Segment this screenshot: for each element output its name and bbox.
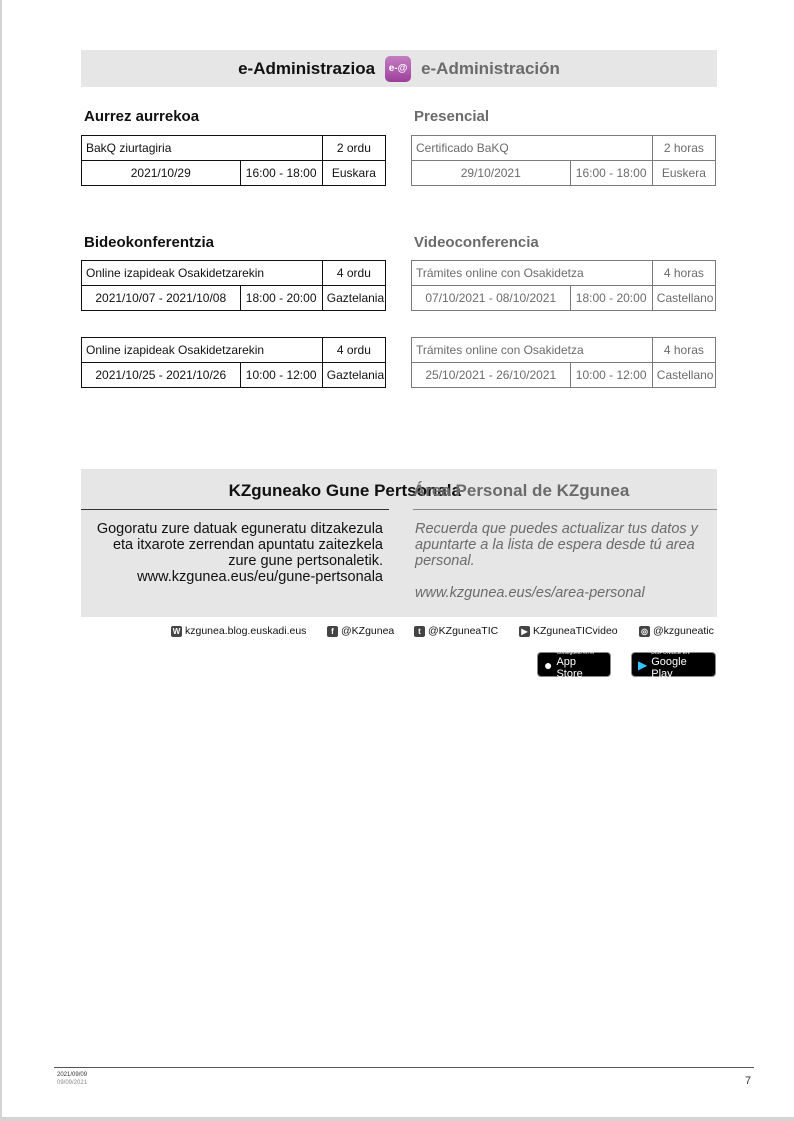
page-number: 7 (745, 1075, 752, 1087)
event-row-details (412, 286, 716, 311)
social-link-twitter[interactable] (414, 625, 498, 637)
event-name: Trámites online con Osakidetza (412, 338, 653, 363)
event-duration: 4 ordu (322, 261, 385, 286)
event-duration: 4 ordu (322, 338, 385, 363)
event-duration: 4 horas (652, 338, 715, 363)
personal-area-text-es: Recuerda que puedes actualizar tus datos y apuntarte a la lista de espera desde tú area personal. (415, 521, 698, 569)
event-table (81, 260, 386, 311)
event-row-details (82, 286, 386, 311)
social-label: @KZguneaTIC (428, 625, 499, 637)
social-label: @kzguneatic (653, 625, 714, 637)
twitter-icon: t (414, 626, 425, 637)
app-store-text (556, 650, 604, 680)
event-language: Castellano (652, 286, 715, 311)
banner-title-es: e-Administración (421, 58, 560, 78)
event-row-details (412, 363, 716, 388)
event-time: 16:00 - 18:00 (240, 161, 322, 186)
event-row-title (412, 338, 716, 363)
google-play-big-label: Google Play (651, 655, 687, 680)
personal-area-title-eu: KZguneako Gune Pertsonala (228, 481, 461, 500)
event-name: Online izapideak Osakidetzarekin (82, 261, 323, 286)
event-row-details (412, 161, 716, 186)
wordpress-icon: W (172, 626, 181, 636)
section-banner (81, 50, 717, 87)
instagram-icon: ◎ (639, 626, 650, 637)
personal-area-link-es[interactable]: www.kzgunea.eus/es/area-personal (415, 585, 645, 601)
event-table (411, 260, 716, 311)
social-label: KZguneaTICvideo (533, 625, 618, 637)
google-play-icon: ▶ (638, 657, 648, 672)
social-label: @KZgunea (341, 625, 395, 637)
event-row-details (82, 363, 386, 388)
event-time: 18:00 - 20:00 (570, 286, 652, 311)
event-row-title (412, 261, 716, 286)
divider (81, 509, 389, 510)
apple-icon: ● (544, 656, 553, 673)
event-dates: 2021/10/25 - 2021/10/26 (82, 363, 241, 388)
event-row-title (82, 338, 386, 363)
event-time: 18:00 - 20:00 (240, 286, 322, 311)
personal-area-link-eu[interactable]: www.kzgunea.eus/eu/gune-pertsonala (137, 569, 383, 585)
footer-divider (54, 1067, 754, 1068)
social-link-facebook[interactable] (327, 625, 394, 637)
app-store-small-label: Consíguelo en el (556, 649, 594, 656)
event-row-title (82, 136, 386, 161)
section-title-presential-eu: Aurrez aurrekoa (84, 108, 200, 125)
facebook-icon: f (327, 626, 338, 637)
event-name: BakQ ziurtagiria (82, 136, 323, 161)
event-row-title (412, 136, 716, 161)
personal-area-body-eu (83, 521, 383, 585)
event-row-title (82, 261, 386, 286)
event-row-details (82, 161, 386, 186)
event-dates: 25/10/2021 - 26/10/2021 (412, 363, 571, 388)
event-time: 16:00 - 18:00 (570, 161, 652, 186)
event-time: 10:00 - 12:00 (570, 363, 652, 388)
event-duration: 2 ordu (322, 136, 385, 161)
event-name: Online izapideak Osakidetzarekin (82, 338, 323, 363)
event-table (81, 337, 386, 388)
event-dates: 29/10/2021 (412, 161, 571, 186)
document-page (2, 0, 794, 1117)
app-store-big-label: App Store (556, 655, 583, 680)
event-dates: 2021/10/29 (82, 161, 241, 186)
event-dates: 07/10/2021 - 08/10/2021 (412, 286, 571, 311)
event-language: Euskara (322, 161, 385, 186)
banner-title-eu: e-Administrazioa (238, 58, 376, 78)
app-store-badge[interactable] (537, 649, 611, 680)
event-duration: 4 horas (652, 261, 715, 286)
event-name: Certificado BaKQ (412, 136, 653, 161)
youtube-icon: ▶ (519, 626, 530, 637)
event-table (411, 135, 716, 186)
social-link-instagram[interactable] (639, 625, 714, 637)
footer-date-eu: 2021/09/09 (57, 1072, 88, 1078)
event-language: Euskera (652, 161, 715, 186)
event-duration: 2 horas (652, 136, 715, 161)
section-title-video-es: Videoconferencia (414, 234, 539, 251)
google-play-text (651, 650, 709, 680)
personal-area-title-es: Área Personal de KZgunea (413, 481, 630, 500)
event-name: Trámites online con Osakidetza (412, 261, 653, 286)
social-link-youtube[interactable] (519, 625, 618, 637)
event-time: 10:00 - 12:00 (240, 363, 322, 388)
event-dates: 2021/10/07 - 2021/10/08 (82, 286, 241, 311)
social-link-blog[interactable] (171, 625, 306, 637)
event-language: Gaztelania (322, 286, 385, 311)
event-language: Gaztelania (322, 363, 385, 388)
e-administration-icon: e-@ (385, 56, 411, 82)
google-play-badge[interactable] (631, 649, 716, 680)
event-table (411, 337, 716, 388)
google-play-small-label: DISPONIBLE EN (651, 649, 690, 656)
social-label: kzgunea.blog.euskadi.eus (185, 625, 307, 637)
footer-date-es: 09/09/2021 (57, 1080, 88, 1086)
section-title-video-eu: Bideokonferentzia (84, 234, 215, 251)
event-language: Castellano (652, 363, 715, 388)
divider (413, 509, 717, 510)
personal-area-text-eu: Gogoratu zure datuak eguneratu ditzakezula eta itxarote zerrendan apuntatu zaitezkela zure gune pertsonaletik. (96, 521, 383, 569)
section-title-presential-es: Presencial (414, 108, 490, 125)
event-table (81, 135, 386, 186)
